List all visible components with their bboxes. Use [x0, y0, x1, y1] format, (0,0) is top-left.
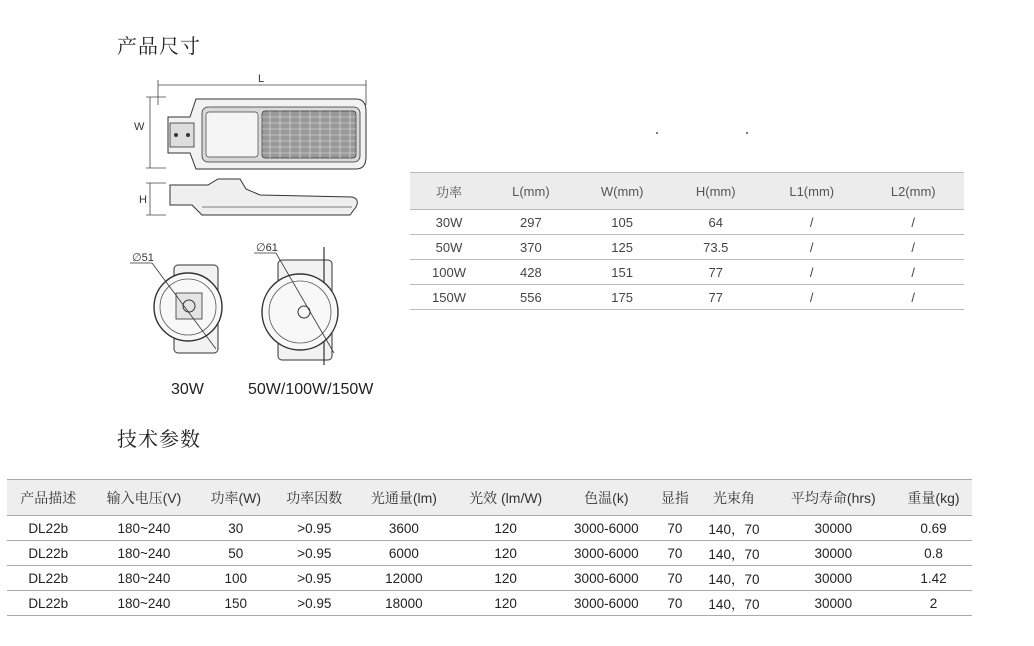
table-cell: 297 [488, 210, 574, 235]
width-label: W [134, 121, 145, 133]
table-cell: 1.42 [895, 566, 972, 591]
table-cell: 556 [488, 285, 574, 310]
table-cell: 77 [671, 285, 761, 310]
section-title-dimensions: 产品尺寸 [117, 34, 201, 58]
dim-header-cell: L1(mm) [761, 173, 862, 210]
table-cell: >0.95 [273, 591, 355, 616]
caption-50w-100w-150w: 50W/100W/150W [248, 381, 374, 398]
table-cell: 175 [574, 285, 671, 310]
table-cell: DL22b [7, 591, 89, 616]
table-cell: 2 [895, 591, 972, 616]
table-cell: 3000-6000 [559, 591, 654, 616]
section-title-tech-specs: 技术参数 [117, 427, 201, 451]
table-cell: 30000 [772, 566, 895, 591]
table-cell: 50W [410, 235, 488, 260]
tech-header-cell: 功率(W) [198, 480, 273, 516]
table-cell: 428 [488, 260, 574, 285]
tech-header-cell: 光束角 [696, 480, 771, 516]
table-cell: 120 [452, 516, 559, 541]
table-cell: / [862, 260, 964, 285]
table-cell: 100W [410, 260, 488, 285]
table-cell: 30W [410, 210, 488, 235]
table-cell: 3000-6000 [559, 516, 654, 541]
table-row [7, 516, 972, 541]
table-cell: 150W [410, 285, 488, 310]
table-cell: DL22b [7, 566, 89, 591]
dimension-table-header [410, 173, 964, 210]
stray-dot [746, 132, 748, 134]
dim-header-cell: 功率 [410, 173, 488, 210]
tech-header-cell: 输入电压(V) [89, 480, 198, 516]
table-cell: 30000 [772, 516, 895, 541]
table-cell: 120 [452, 591, 559, 616]
table-cell: 180~240 [89, 516, 198, 541]
dim-header-cell: W(mm) [574, 173, 671, 210]
tech-header-cell: 功率因数 [273, 480, 355, 516]
table-cell: 140，70 [696, 566, 771, 591]
table-cell: 120 [452, 541, 559, 566]
tech-header-cell: 光通量(lm) [356, 480, 453, 516]
dim-header-cell: H(mm) [671, 173, 761, 210]
table-cell: / [862, 235, 964, 260]
height-label: H [139, 194, 147, 206]
table-row [7, 541, 972, 566]
table-cell: 0.69 [895, 516, 972, 541]
table-cell: / [862, 210, 964, 235]
table-cell: 370 [488, 235, 574, 260]
table-cell: >0.95 [273, 566, 355, 591]
table-row [410, 235, 964, 260]
table-cell: >0.95 [273, 541, 355, 566]
stray-dot [656, 132, 658, 134]
table-cell: 150 [198, 591, 273, 616]
table-cell: 18000 [356, 591, 453, 616]
table-cell: 70 [654, 591, 697, 616]
table-cell: 3000-6000 [559, 566, 654, 591]
table-cell: 50 [198, 541, 273, 566]
table-cell: / [862, 285, 964, 310]
table-cell: 0.8 [895, 541, 972, 566]
table-cell: DL22b [7, 516, 89, 541]
table-cell: / [761, 235, 862, 260]
table-cell: 120 [452, 566, 559, 591]
tech-header-cell: 色温(k) [559, 480, 654, 516]
table-row [7, 591, 972, 616]
table-cell: 70 [654, 566, 697, 591]
tech-header-cell: 光效 (lm/W) [452, 480, 559, 516]
table-cell: 105 [574, 210, 671, 235]
tech-table-header [7, 480, 972, 516]
table-row [7, 566, 972, 591]
tech-spec-table [7, 479, 972, 616]
table-cell: DL22b [7, 541, 89, 566]
table-cell: 140，70 [696, 516, 771, 541]
table-cell: 3000-6000 [559, 541, 654, 566]
table-cell: 151 [574, 260, 671, 285]
length-label: L [258, 73, 265, 85]
table-cell: 180~240 [89, 541, 198, 566]
table-cell: / [761, 210, 862, 235]
tech-header-cell: 产品描述 [7, 480, 89, 516]
tech-header-cell: 重量(kg) [895, 480, 972, 516]
table-cell: 30000 [772, 591, 895, 616]
caption-30w: 30W [171, 381, 204, 398]
table-cell: 30000 [772, 541, 895, 566]
table-cell: 70 [654, 541, 697, 566]
table-cell: 30 [198, 516, 273, 541]
table-row [410, 210, 964, 235]
diameter-label-small: ∅51 [132, 252, 154, 264]
table-cell: 140，70 [696, 591, 771, 616]
table-cell: / [761, 285, 862, 310]
tech-header-cell: 显指 [654, 480, 697, 516]
table-cell: 77 [671, 260, 761, 285]
table-cell: / [761, 260, 862, 285]
product-dimension-drawing [130, 65, 400, 365]
table-cell: 140，70 [696, 541, 771, 566]
table-cell: 3600 [356, 516, 453, 541]
table-cell: 12000 [356, 566, 453, 591]
table-cell: 180~240 [89, 591, 198, 616]
table-cell: 64 [671, 210, 761, 235]
tech-header-cell: 平均寿命(hrs) [772, 480, 895, 516]
table-row [410, 285, 964, 310]
table-cell: 180~240 [89, 566, 198, 591]
dim-header-cell: L(mm) [488, 173, 574, 210]
table-cell: >0.95 [273, 516, 355, 541]
table-cell: 125 [574, 235, 671, 260]
diameter-label-large: ∅61 [256, 242, 278, 254]
dimension-table [410, 172, 964, 310]
dim-header-cell: L2(mm) [862, 173, 964, 210]
table-cell: 100 [198, 566, 273, 591]
table-cell: 70 [654, 516, 697, 541]
table-cell: 73.5 [671, 235, 761, 260]
table-cell: 6000 [356, 541, 453, 566]
table-row [410, 260, 964, 285]
